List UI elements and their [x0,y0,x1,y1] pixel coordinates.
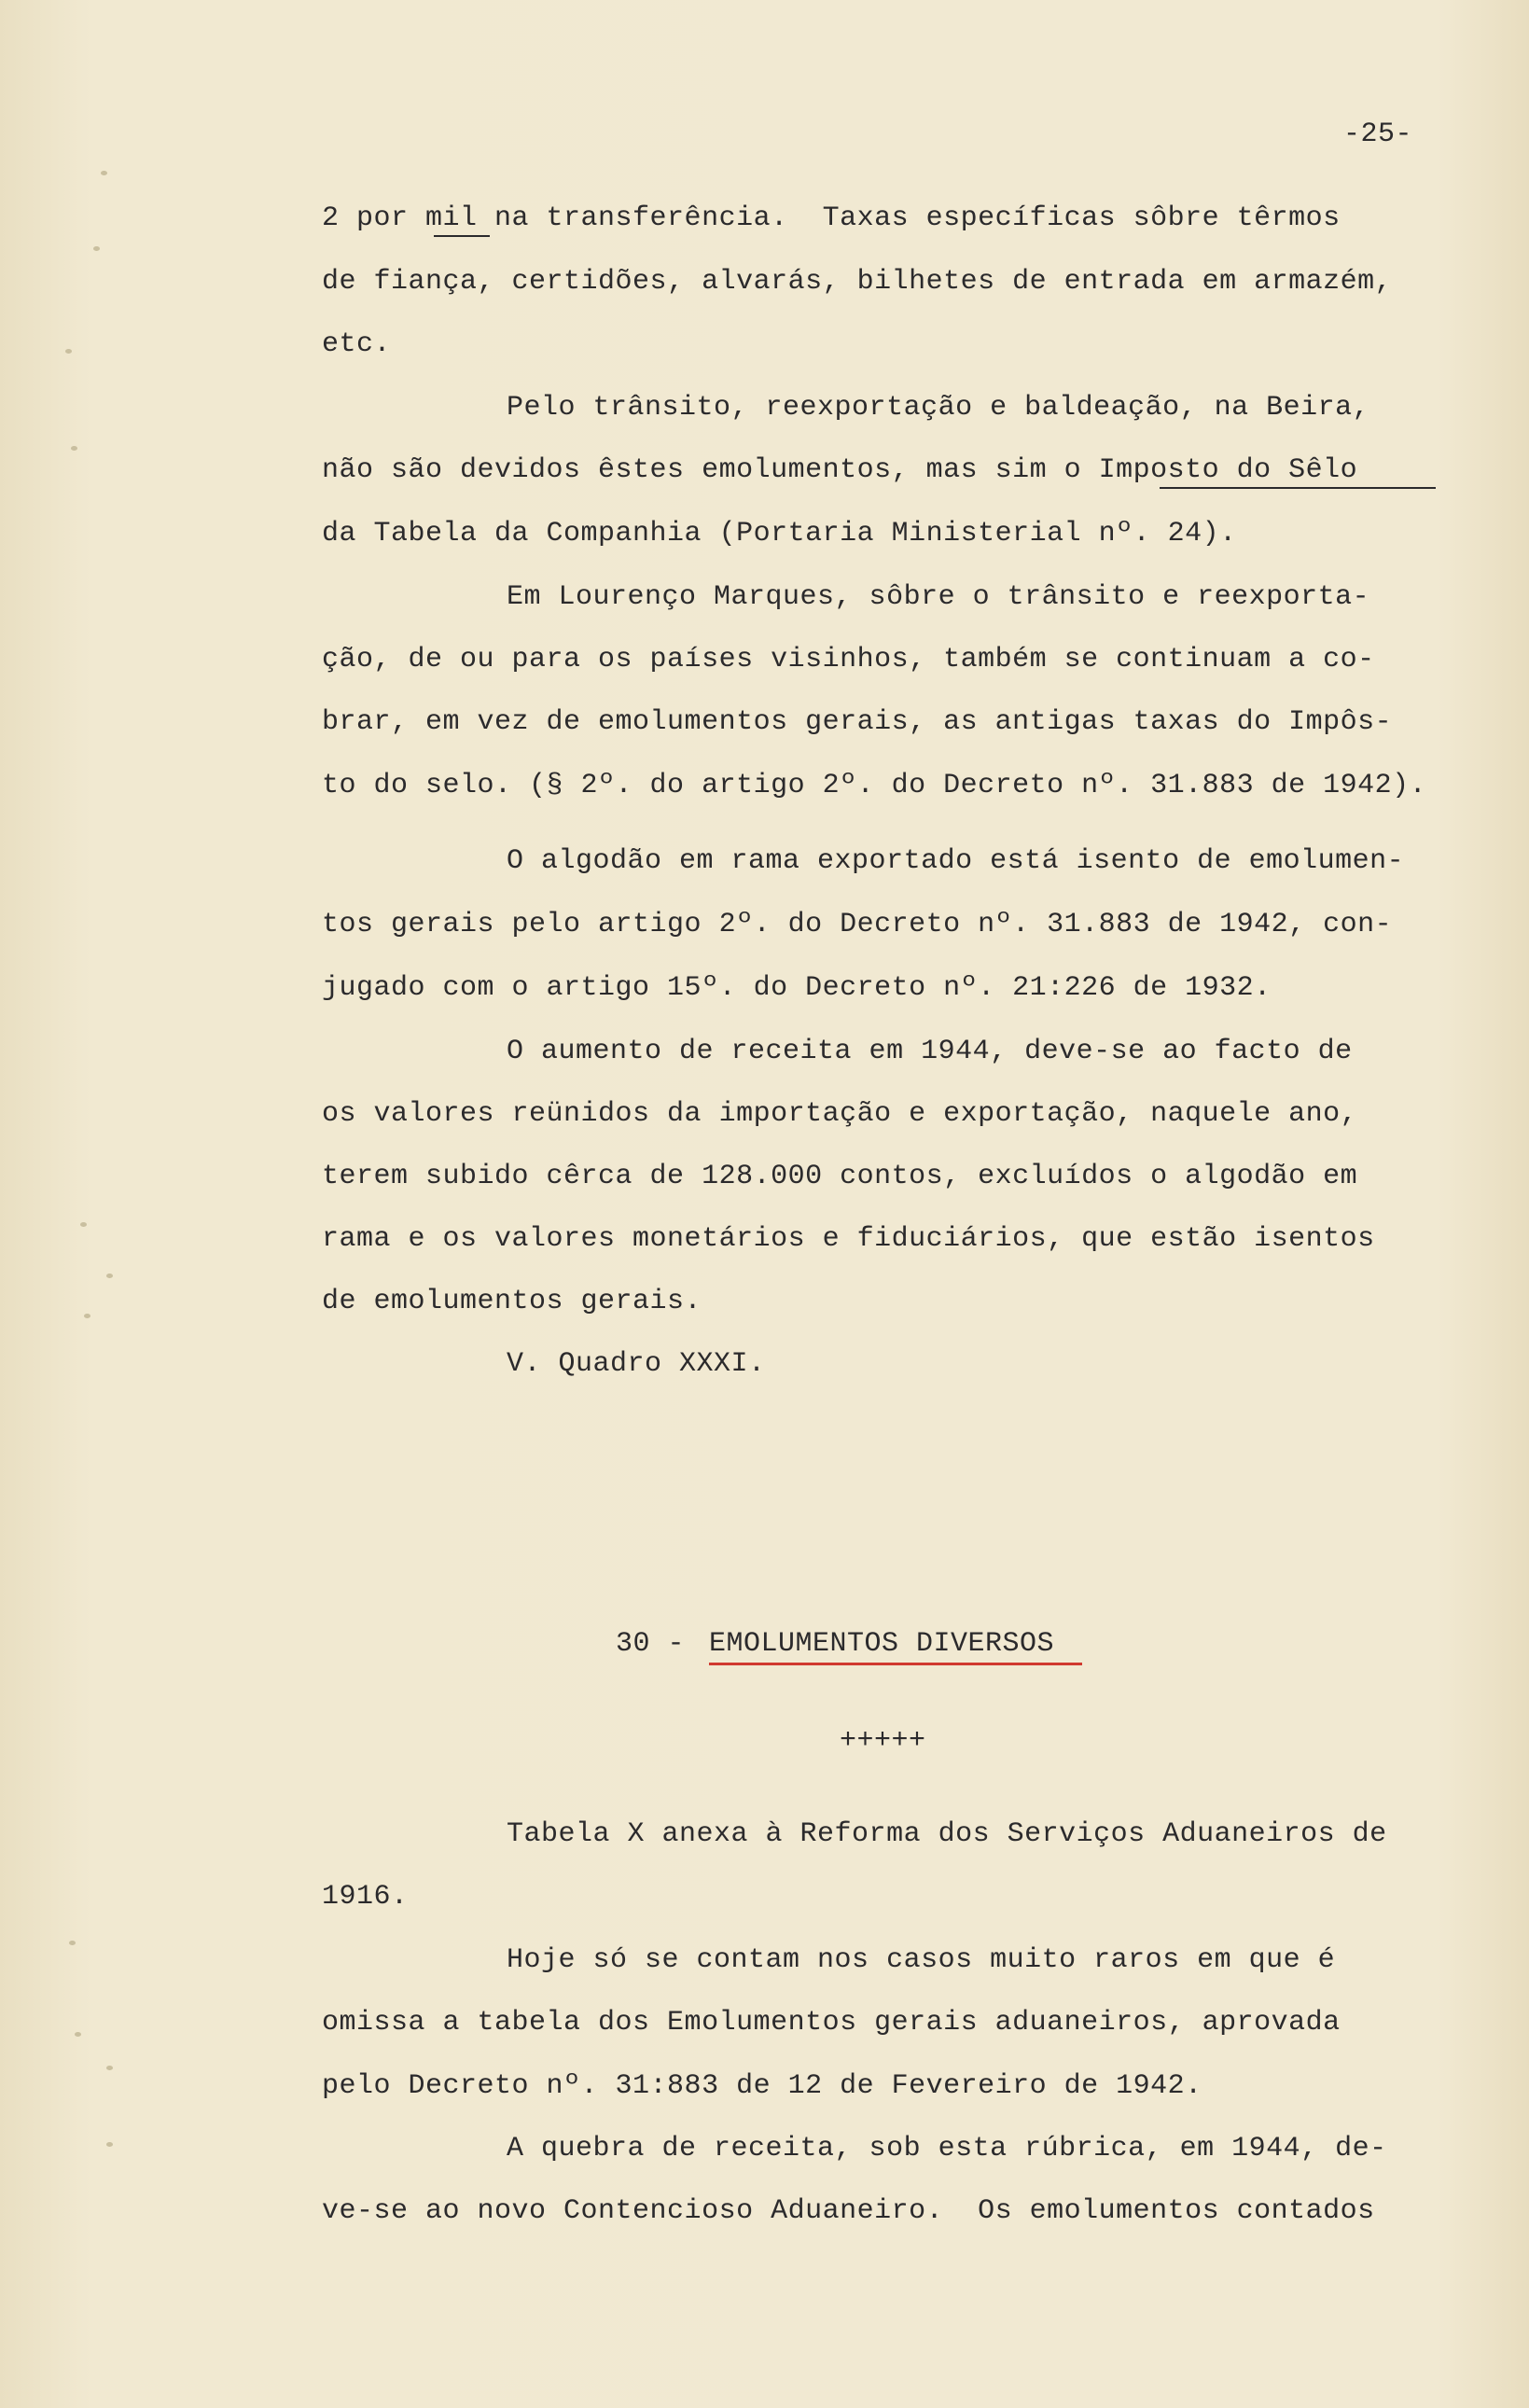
text-line: da Tabela da Companhia (Portaria Ministerial nº. 24). [322,518,1237,550]
margin-mark [101,171,107,175]
text-line: não são devidos êstes emolumentos, mas sim o Imposto do Sêlo [322,454,1358,486]
text-line: to do selo. (§ 2º. do artigo 2º. do Decreto nº. 31.883 de 1942). [322,770,1427,801]
text-line: ção, de ou para os países visinhos, também se continuam a co- [322,644,1375,675]
text-line: Tabela X anexa à Reforma dos Serviços Aduaneiros de [507,1818,1387,1850]
text-line: 1916. [322,1881,409,1913]
text-line: de emolumentos gerais. [322,1286,702,1317]
text-line: Hoje só se contam nos casos muito raros em que é [507,1944,1336,1976]
text-line: de fiança, certidões, alvarás, bilhetes de entrada em armazém, [322,266,1393,298]
margin-mark [106,2066,113,2070]
text-line: ve-se ao novo Contencioso Aduaneiro. Os emolumentos contados [322,2195,1375,2227]
text-line: brar, em vez de emolumentos gerais, as antigas taxas do Impôs- [322,706,1393,738]
text-line: A quebra de receita, sob esta rúbrica, em 1944, de- [507,2133,1387,2164]
underline-imposto-do-selo [1160,487,1436,489]
section-separator: +++++ [840,1725,926,1757]
text-line: rama e os valores monetários e fiduciários, que estão isentos [322,1223,1375,1255]
text-line: jugado com o artigo 15º. do Decreto nº. 21:226 de 1932. [322,972,1272,1004]
section-heading-title: EMOLUMENTOS DIVERSOS [709,1628,1055,1660]
text-line: os valores reünidos da importação e exportação, naquele ano, [322,1098,1358,1130]
margin-mark [93,246,100,251]
margin-mark [84,1314,90,1318]
text-line: V. Quadro XXXI. [507,1348,766,1380]
margin-mark [80,1222,87,1227]
text-line: omissa a tabela dos Emolumentos gerais aduaneiros, aprovada [322,2007,1341,2039]
text-line: 2 por mil na transferência. Taxas específicas sôbre têrmos [322,202,1341,234]
text-line: etc. [322,328,392,360]
page-number: -25- [1343,118,1413,150]
margin-mark [65,349,72,354]
margin-mark [106,2142,113,2147]
text-line: O algodão em rama exportado está isento de emolumen- [507,845,1405,877]
section-heading-number: 30 - [616,1628,686,1660]
margin-mark [69,1941,76,1945]
underline-mil [434,235,490,237]
margin-mark [106,1274,113,1278]
text-line: O aumento de receita em 1944, deve-se ao facto de [507,1036,1353,1067]
text-line: terem subido cêrca de 128.000 contos, excluídos o algodão em [322,1161,1358,1192]
margin-mark [71,446,77,451]
text-line: Em Lourenço Marques, sôbre o trânsito e reexporta- [507,581,1370,613]
text-line: Pelo trânsito, reexportação e baldeação, na Beira, [507,392,1370,424]
margin-mark [75,2032,81,2037]
heading-red-underline [709,1663,1082,1665]
text-line: tos gerais pelo artigo 2º. do Decreto nº. 31.883 de 1942, con- [322,909,1393,940]
text-line: pelo Decreto nº. 31:883 de 12 de Fevereiro de 1942. [322,2070,1202,2102]
